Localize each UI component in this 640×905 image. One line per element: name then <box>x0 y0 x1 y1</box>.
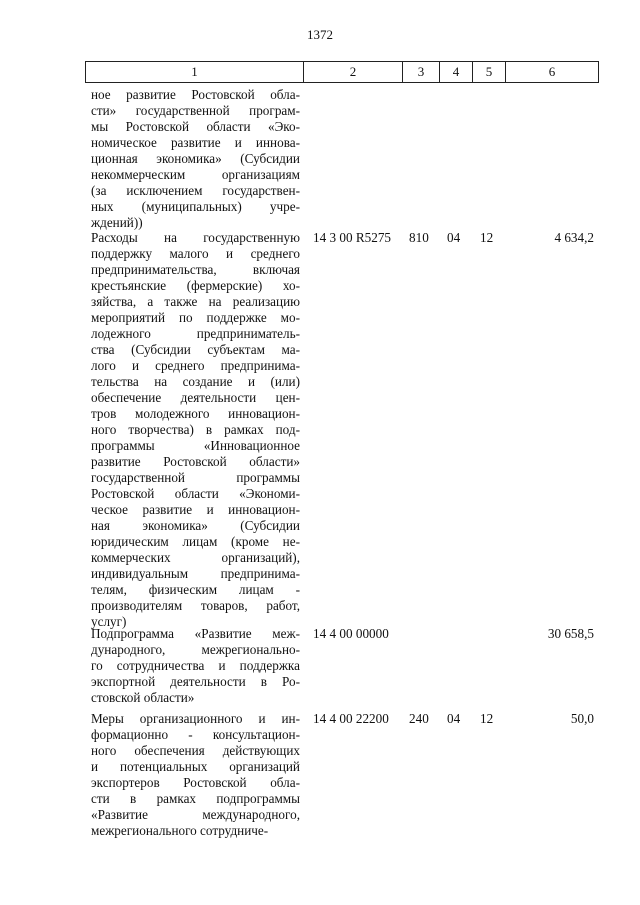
description-line: мероприятий по поддержке мо- <box>91 310 300 325</box>
description-line: индивидуальным предпринима- <box>91 566 300 581</box>
column-header-5: 5 <box>473 62 506 83</box>
column-header-2: 2 <box>304 62 403 83</box>
description-line: Расходы на государственную <box>91 230 300 245</box>
column-header-row <box>86 62 599 83</box>
description-line: программы «Инновационное <box>91 438 300 453</box>
description-line: услуг) <box>91 614 127 629</box>
description-line: Подпрограмма «Развитие меж- <box>91 626 300 641</box>
column-header-1: 1 <box>86 62 304 83</box>
description-line: телям, физическим лицам - <box>91 582 300 597</box>
description-line: Меры организационного и ин- <box>91 711 300 726</box>
description-line: государственной программы <box>91 470 300 485</box>
description-line: обеспечение деятельности цен- <box>91 390 300 405</box>
description-line: дународного, межрегионально- <box>91 642 300 657</box>
column-header-table <box>85 61 599 83</box>
description-line: стовской области» <box>91 690 195 705</box>
description-line: ческое развитие и инновацион- <box>91 502 300 517</box>
description-line: и потенциальных организаций <box>91 759 300 774</box>
row-code: 14 4 00 00000 <box>313 626 389 641</box>
row-description <box>91 87 300 231</box>
description-line: лодежного предприниматель- <box>91 326 300 341</box>
description-line: крестьянские (фермерские) хо- <box>91 278 300 293</box>
description-line: го сотрудничества и поддержка <box>91 658 300 673</box>
description-line: лого и среднего предпринима- <box>91 358 300 373</box>
row-subsection: 12 <box>480 711 494 726</box>
description-line: формационно - консультацион- <box>91 727 300 742</box>
description-line: номическое развитие и иннова- <box>91 135 300 150</box>
row-section: 04 <box>447 230 461 245</box>
description-line: производителям товаров, работ, <box>91 598 300 613</box>
description-line: экспортной деятельности в Ро- <box>91 674 300 689</box>
column-header-3: 3 <box>403 62 440 83</box>
row-sum: 30 658,5 <box>547 626 594 641</box>
description-line: мы Ростовской области «Эко- <box>91 119 300 134</box>
row-sum: 4 634,2 <box>554 230 594 245</box>
description-line: ства (Субсидии субъектам ма- <box>91 342 300 357</box>
description-line: межрегионального сотрудниче- <box>91 823 269 838</box>
description-line: тельства на создание и (или) <box>91 374 300 389</box>
row-expense-type: 810 <box>409 230 429 245</box>
description-line: юридическим лицам (кроме не- <box>91 534 300 549</box>
description-line: Ростовской области «Экономи- <box>91 486 300 501</box>
row-sum: 50,0 <box>570 711 594 726</box>
description-line: тров молодежного инновацион- <box>91 406 300 421</box>
row-description <box>91 230 300 630</box>
row-section: 04 <box>447 711 461 726</box>
description-line: сти в рамках подпрограммы <box>91 791 300 806</box>
row-expense-type: 240 <box>409 711 429 726</box>
description-line: экспортеров Ростовской обла- <box>91 775 300 790</box>
description-line: ного творчества) в рамках под- <box>91 422 300 437</box>
row-code: 14 4 00 22200 <box>313 711 389 726</box>
row-code: 14 3 00 R5275 <box>313 230 392 245</box>
description-line: развитие Ростовской области» <box>91 454 300 469</box>
row-description <box>91 626 300 706</box>
description-line: ное развитие Ростовской обла- <box>91 87 300 102</box>
description-line: предпринимательства, включая <box>91 262 300 277</box>
row-subsection: 12 <box>480 230 494 245</box>
description-line: ного обеспечения действующих <box>91 743 300 758</box>
description-line: ционная экономика» (Субсидии <box>91 151 300 166</box>
description-line: сти» государственной програм- <box>91 103 300 118</box>
description-line: «Развитие международного, <box>91 807 300 822</box>
description-line: зяйства, а также на реализацию <box>91 294 300 309</box>
description-line: некоммерческим организациям <box>91 167 300 182</box>
description-line: (за исключением государствен- <box>91 183 300 198</box>
column-header-4: 4 <box>440 62 473 83</box>
description-line: ных (муниципальных) учре- <box>91 199 300 214</box>
description-line: ждений)) <box>91 215 143 230</box>
column-header-6: 6 <box>506 62 599 83</box>
page-number: 1372 <box>307 27 333 42</box>
description-line: коммерческих организаций), <box>91 550 300 565</box>
row-description <box>91 711 300 839</box>
description-line: ная экономика» (Субсидии <box>91 518 300 533</box>
description-line: поддержку малого и среднего <box>91 246 300 261</box>
